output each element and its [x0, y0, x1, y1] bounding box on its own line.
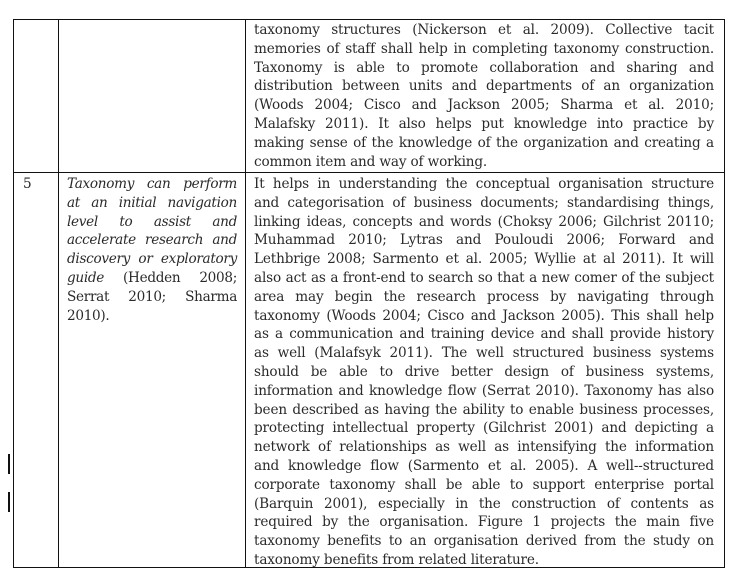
table-row	[14, 173, 724, 567]
benefit-citation: (Hedden 2008;	[104, 269, 237, 286]
description-line: Muhammad 2010; Lytras and Pouloudi 2006; Forward and	[254, 232, 714, 249]
description-text	[254, 175, 714, 570]
description-line: been described as having the ability to enable business processes,	[254, 401, 714, 418]
taxonomy-benefits-table	[13, 19, 725, 568]
description-line: taxonomy (Woods 2004; Cisco and Jackson 2005). This shall help	[254, 307, 714, 324]
description-line: and categorisation of business documents; standardising things,	[254, 194, 714, 211]
description-line: information and knowledge flow (Serrat 2010). Taxonomy has also	[254, 382, 714, 399]
row-number-cell	[14, 20, 59, 172]
description-line: making sense of the knowledge of the organization and creating a	[254, 134, 714, 151]
description-line: Malafsky 2011). It also helps put knowledge into practice by	[254, 115, 714, 132]
description-line: should be able to drive better design of business systems,	[254, 363, 714, 380]
description-line: taxonomy structures (Nickerson et al. 2009). Collective tacit	[254, 22, 714, 38]
benefit-citation: 2010).	[67, 307, 110, 324]
description-line: required by the organisation. Figure 1 projects the main five	[254, 514, 714, 531]
benefit-cell	[59, 20, 246, 172]
benefit-line: at an initial navigation	[67, 194, 237, 211]
description-line: area may begin the research process by navigating through	[254, 288, 714, 305]
revision-bar-mark	[8, 492, 10, 512]
description-cell	[246, 173, 724, 567]
revision-bar-mark	[8, 454, 10, 474]
description-line: It helps in understanding the conceptual organisation structure	[254, 176, 714, 192]
description-line: taxonomy benefits to an organisation derived from the study on	[254, 533, 714, 550]
description-line: memories of staff shall help in completing taxonomy construction.	[254, 40, 714, 57]
description-line: corporate taxonomy shall be able to support enterprise portal	[254, 476, 714, 493]
description-line: protecting intellectual property (Gilchrist 2001) and depicting a	[254, 420, 714, 437]
benefit-line: accelerate research and	[67, 232, 237, 249]
benefit-cell	[59, 173, 246, 567]
benefit-text	[67, 175, 237, 325]
description-cell	[246, 20, 724, 172]
benefit-line	[67, 269, 237, 288]
description-text	[254, 21, 714, 171]
row-number-cell	[14, 173, 59, 567]
benefit-line: level to assist and	[67, 213, 237, 230]
description-line: network of relationships as well as intensifying the information	[254, 439, 714, 456]
description-line: Lethbrige 2008; Sarmento et al. 2005; Wyllie at al 2011). It will	[254, 251, 714, 268]
table-row	[14, 20, 724, 173]
description-line: distribution between units and departments of an organization	[254, 78, 714, 95]
benefit-citation-line	[67, 288, 237, 307]
description-line: taxonomy benefits from related literature.	[254, 551, 539, 568]
benefit-citation-line	[67, 307, 237, 326]
description-line: as a communication and training device and shall provide history	[254, 326, 714, 343]
benefit-italic-tail: guide	[67, 269, 105, 286]
benefit-citation: Serrat 2010; Sharma	[67, 288, 237, 305]
description-line: and knowledge flow (Sarmento et al. 2005). A well--structured	[254, 457, 714, 474]
description-line: Taxonomy is able to promote collaboration and sharing and	[254, 59, 714, 76]
description-line: linking ideas, concepts and words (Choksy 2006; Gilchrist 20110;	[254, 213, 714, 230]
description-line: (Barquin 2001), especially in the construction of contents as	[254, 495, 714, 512]
description-line: also act as a front-end to search so that a new comer of the subject	[254, 269, 714, 286]
benefit-line: discovery or exploratory	[67, 251, 237, 268]
description-line: (Woods 2004; Cisco and Jackson 2005; Sharma et al. 2010;	[254, 97, 714, 114]
description-line: as well (Malafsyk 2011). The well structured business systems	[254, 345, 714, 362]
row-number: 5	[23, 176, 32, 192]
description-line: common item and way of working.	[254, 153, 488, 170]
benefit-line: Taxonomy can perform	[67, 176, 237, 192]
